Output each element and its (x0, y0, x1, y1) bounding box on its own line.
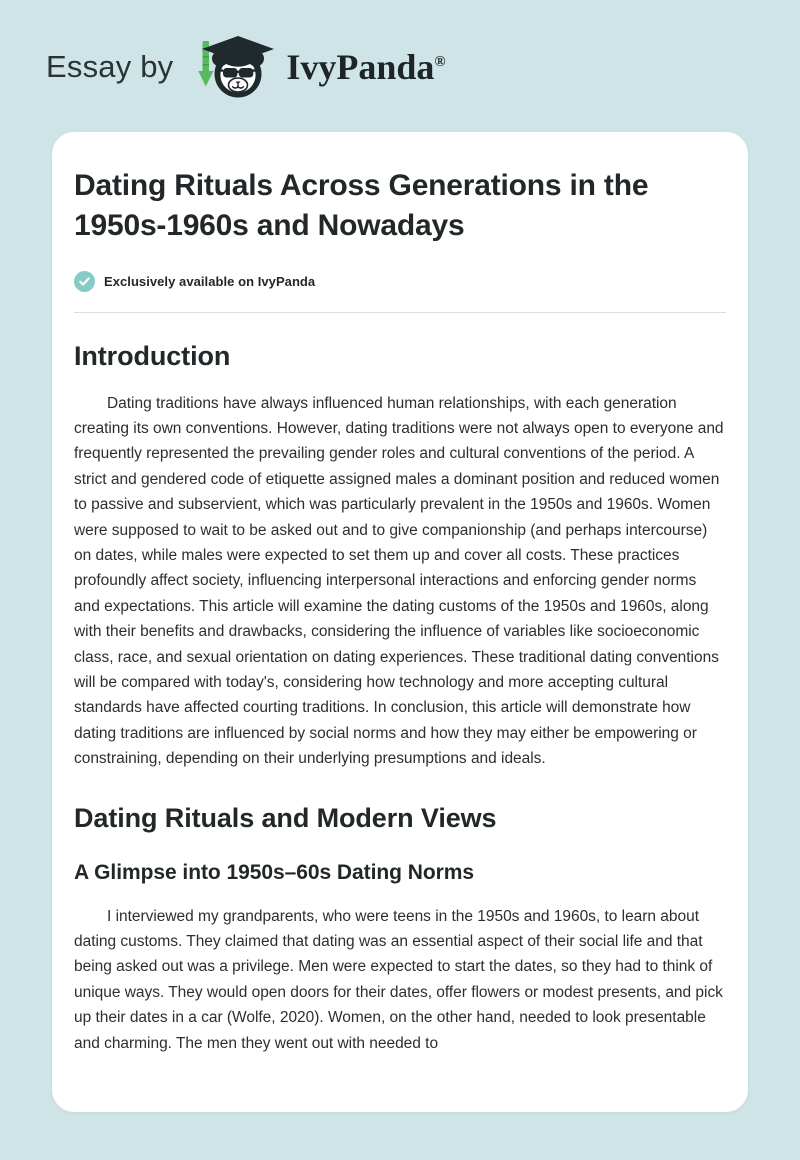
paragraph-glimpse-into-dating-norms: I interviewed my grandparents, who were teens in the 1950s and 1960s, to learn about dating customs. They claimed that dating was an essential aspect of their social life and that being asked out was a privilege. Men were expected to start the dates, so they had to think of unique ways. They would open doors for their dates, offer flowers or modest presents, and pick up their dates in a car (Wolfe, 2020). Women, on the other hand, needed to look presentable and charming. The men they went out with needed to (74, 907, 723, 1052)
status-badge-label: Exclusively available on IvyPanda (104, 273, 316, 289)
page-title: Dating Rituals Across Generations in the 1950s-1960s and Nowadays (74, 169, 649, 242)
paragraph-introduction: Dating traditions have always influenced human relationships, with each generation creating its own conventions. However, dating traditions were not always open to everyone and frequently represented the prevailing gender roles and cultural conventions of the period. A strict and gendered code of etiquette assigned males a dominant position and reduced women to passive and subservient, which was particularly prevalent in the 1950s and 1960s. Women were supposed to wait to be asked out and to give companionship (and perhaps intercourse) on dates, while males were expected to set them up and cover all costs. These practices profoundly affect society, influencing interpersonal interactions and enforcing gender norms and expectations. This article will examine the dating customs of the 1950s and 1960s, along with their benefits and drawbacks, considering the influence of variables like socioeconomic class, race, and sexual orientation on dating experiences. These traditional dating conventions will be compared with today's, considering how technology and more accepting cultural standards have affected courting traditions. In conclusion, this article will demonstrate how dating traditions are influenced by social norms and how they may either be empowering or constraining, depending on their underlying presumptions and ideals. (74, 394, 724, 768)
section-heading-introduction: Introduction (74, 340, 231, 371)
exclusivity-badge (74, 271, 726, 292)
registered-trademark-symbol: ® (434, 54, 446, 70)
check-circle-icon (74, 271, 95, 292)
ivypanda-logo[interactable] (186, 31, 445, 101)
subsection-heading-a-glimpse-into-1950s-60s-dating-norms: A Glimpse into 1950s–60s Dating Norms (74, 861, 475, 885)
brand-header (0, 0, 800, 132)
brand-name: IvyPanda (286, 47, 435, 87)
essay-by-label: Essay by (46, 48, 174, 84)
section-heading-dating-rituals-and-modern-views: Dating Rituals and Modern Views (74, 802, 497, 833)
document-card (52, 132, 748, 1112)
panda-graduation-cap-logo-icon (186, 31, 286, 101)
brand-wordmark (286, 49, 445, 85)
